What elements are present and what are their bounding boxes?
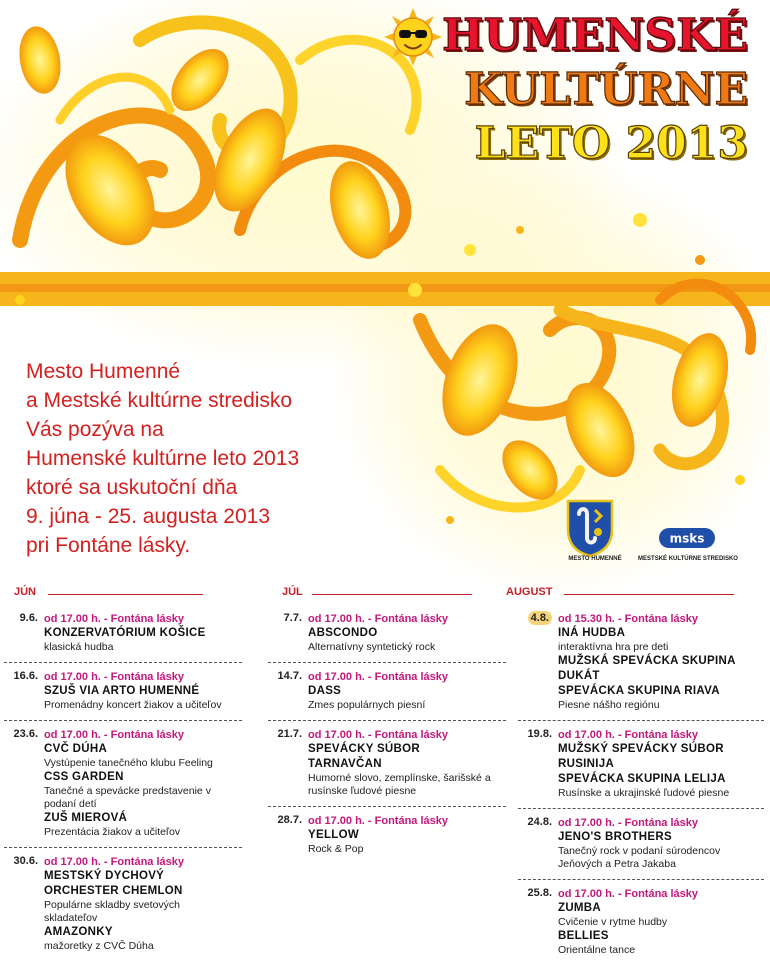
event-name: DASS	[308, 685, 342, 697]
column-jun	[4, 612, 242, 968]
month-divider	[48, 594, 203, 595]
event-item	[4, 670, 242, 721]
event-item	[268, 670, 506, 721]
event-desc: Humorné slovo, zemplínske, šarišské a rusínske ľudové piesne	[308, 772, 491, 797]
msks-logo-caption: MESTSKÉ KULTÚRNE STREDISKO	[638, 556, 738, 562]
event-date: 9.6.	[19, 612, 38, 624]
event-desc: interaktívna hra pre deti	[558, 641, 669, 653]
event-desc: Cvičenie v rytme hudby	[558, 916, 668, 928]
event-date: 16.6.	[13, 670, 38, 682]
msks-logo-text: msks	[669, 531, 705, 546]
sun-icon	[384, 8, 442, 66]
event-desc: Rock & Pop	[308, 843, 364, 855]
invitation-line: Mesto Humenné	[26, 360, 181, 383]
event-desc: Vystúpenie tanečného klubu Feeling	[44, 757, 213, 769]
event-desc: mažoretky z CVČ Dúha	[44, 940, 154, 952]
event-item	[4, 612, 242, 663]
event-desc: Zmes populárnych piesní	[308, 699, 426, 711]
month-label: JÚN	[14, 586, 37, 598]
event-desc: Tanečné a spevácke predstavenie v podaní detí	[44, 785, 211, 810]
event-name: SPEVÁCKY SÚBOR TARNAVČAN	[308, 743, 420, 770]
event-name: CVČ DÚHA	[44, 743, 108, 755]
city-logo-caption: MESTO HUMENNÉ	[568, 556, 622, 562]
month-divider	[564, 594, 734, 595]
event-time: od 17.00 h. - Fontána lásky	[44, 613, 184, 625]
event-date: 25.8.	[527, 887, 552, 899]
event-name: JENO'S BROTHERS	[558, 831, 672, 843]
event-name: INÁ HUDBA	[558, 627, 626, 639]
event-desc: Alternatívny syntetický rock	[308, 641, 436, 653]
title-line-2: KULTÚRNE	[464, 64, 748, 115]
event-date: 7.7.	[283, 612, 302, 624]
event-item	[268, 814, 506, 864]
event-name: SPEVÁCKA SKUPINA LELIJA	[558, 773, 726, 785]
event-name: KONZERVATÓRIUM KOŠICE	[44, 627, 206, 639]
event-date-badge: 4.8.	[528, 611, 552, 625]
title-line-3: LETO 2013	[474, 118, 748, 169]
event-date: 14.7.	[277, 670, 302, 682]
event-name: MUŽSKÝ SPEVÁCKY SÚBOR RUSINIJA	[558, 743, 724, 770]
event-time: od 17.00 h. - Fontána lásky	[308, 671, 448, 683]
invitation-line: Vás pozýva na	[26, 418, 164, 441]
event-date: 23.6.	[13, 728, 38, 740]
event-desc: Prezentácia žiakov a učiteľov	[44, 826, 181, 838]
event-name: ZUŠ MIEROVÁ	[44, 812, 128, 824]
invitation-line: pri Fontáne lásky.	[26, 534, 191, 557]
invitation-line: a Mestské kultúrne stredisko	[26, 389, 293, 412]
event-time: od 17.00 h. - Fontána lásky	[558, 888, 698, 900]
month-label: AUGUST	[506, 586, 553, 598]
event-desc: Promenádny koncert žiakov a učiteľov	[44, 699, 222, 711]
event-date: 19.8.	[527, 728, 552, 740]
event-date: 24.8.	[527, 816, 552, 828]
msks-logo-icon	[658, 527, 716, 549]
invitation-line: ktoré sa uskutoční dňa	[26, 476, 238, 499]
event-name: SPEVÁCKA SKUPINA RIAVA	[558, 685, 720, 697]
month-header-jul	[282, 586, 303, 598]
city-coat-of-arms-icon	[565, 498, 615, 558]
event-name: ZUMBA	[558, 902, 602, 914]
event-desc: Piesne nášho regiónu	[558, 699, 660, 711]
title-line-1: HUMENSKÉ	[442, 10, 748, 61]
event-item	[518, 887, 764, 965]
event-name: BELLIES	[558, 930, 609, 942]
event-name: MUŽSKÁ SPEVÁCKA SKUPINA DUKÁT	[558, 655, 736, 682]
event-item	[4, 728, 242, 848]
event-time: od 17.00 h. - Fontána lásky	[558, 817, 698, 829]
event-time: od 17.00 h. - Fontána lásky	[558, 729, 698, 741]
event-time: od 17.00 h. - Fontána lásky	[308, 815, 448, 827]
event-item	[268, 728, 506, 807]
event-name: YELLOW	[308, 829, 359, 841]
event-time: od 17.00 h. - Fontána lásky	[308, 729, 448, 741]
column-aug	[518, 612, 764, 972]
event-name: MESTSKÝ DYCHOVÝ ORCHESTER CHEMLON	[44, 870, 183, 897]
event-date: 28.7.	[277, 814, 302, 826]
month-label: JÚL	[282, 586, 303, 598]
event-time: od 17.00 h. - Fontána lásky	[44, 671, 184, 683]
event-desc: Populárne skladby svetových skladateľov	[44, 899, 180, 924]
event-time: od 17.00 h. - Fontána lásky	[44, 729, 184, 741]
event-name: ABSCONDO	[308, 627, 378, 639]
event-name: AMAZONKY	[44, 926, 113, 938]
event-item	[268, 612, 506, 663]
event-time: od 15.30 h. - Fontána lásky	[558, 613, 698, 625]
event-desc: klasická hudba	[44, 641, 114, 653]
event-date: 30.6.	[13, 855, 38, 867]
event-name: SZUŠ VIA ARTO HUMENNÉ	[44, 685, 200, 697]
event-item	[4, 855, 242, 961]
event-name: CSS GARDEN	[44, 771, 124, 783]
invitation-text	[26, 357, 406, 560]
invitation-line: Humenské kultúrne leto 2013	[26, 447, 300, 470]
event-item	[518, 612, 764, 721]
month-header-aug	[506, 586, 552, 598]
event-date	[518, 612, 552, 624]
event-item	[518, 816, 764, 880]
event-time: od 17.00 h. - Fontána lásky	[44, 856, 184, 868]
event-item	[518, 728, 764, 809]
event-date: 21.7.	[277, 728, 302, 740]
event-desc: Orientálne tance	[558, 944, 636, 956]
month-header-jun	[14, 586, 36, 598]
column-jul	[268, 612, 506, 871]
invitation-line: 9. júna - 25. augusta 2013	[26, 505, 271, 528]
month-divider	[312, 594, 472, 595]
event-desc: Tanečný rock v podaní súrodencov Jeňových a Petra Jakaba	[558, 845, 721, 870]
event-desc: Rusínske a ukrajinské ľudové piesne	[558, 787, 730, 799]
event-time: od 17.00 h. - Fontána lásky	[308, 613, 448, 625]
